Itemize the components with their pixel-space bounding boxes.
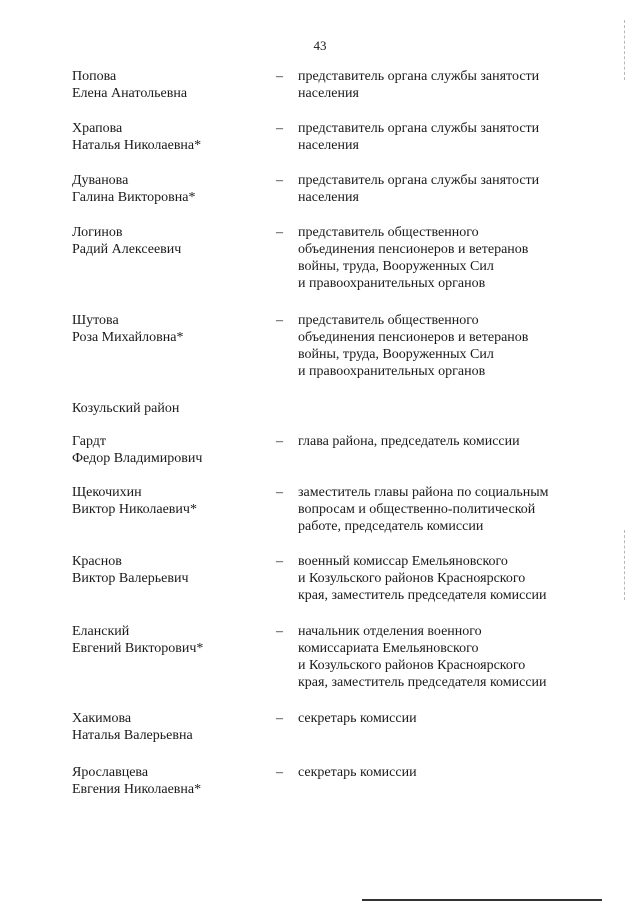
scan-artifact-mark (624, 20, 625, 80)
section-heading-district: Козульский район (72, 401, 180, 416)
dash-separator: – (276, 434, 283, 449)
member-surname: Гардт (72, 434, 107, 449)
role-line: начальник отделения военного (298, 624, 482, 639)
role-line: края, заместитель председателя комиссии (298, 588, 547, 603)
member-surname: Шутова (72, 313, 119, 328)
role-line: представитель общественного (298, 225, 479, 240)
member-name (72, 120, 262, 154)
member-role (298, 433, 598, 450)
member-given-names: Виктор Валерьевич (72, 571, 189, 586)
member-role (298, 623, 598, 691)
role-line: и Козульского районов Красноярского (298, 658, 526, 673)
dash-separator: – (276, 69, 283, 84)
dash-separator: – (276, 624, 283, 639)
member-given-names: Виктор Николаевич* (72, 502, 197, 517)
member-name (72, 224, 262, 258)
role-line: военный комиссар Емельяновского (298, 554, 508, 569)
dash-separator: – (276, 711, 283, 726)
member-role (298, 710, 598, 727)
dash-separator: – (276, 485, 283, 500)
dash-separator: – (276, 554, 283, 569)
member-surname: Краснов (72, 554, 122, 569)
role-line: представитель органа службы занятости (298, 121, 540, 136)
role-line: и правоохранительных органов (298, 276, 486, 291)
scan-artifact-mark (624, 530, 625, 600)
role-line: населения (298, 138, 359, 153)
role-line: объединения пенсионеров и ветеранов (298, 242, 529, 257)
role-line: представитель органа службы занятости (298, 173, 540, 188)
member-role (298, 484, 598, 535)
member-given-names: Наталья Валерьевна (72, 728, 193, 743)
role-line: и правоохранительных органов (298, 364, 486, 379)
role-line: объединения пенсионеров и ветеранов (298, 330, 529, 345)
member-surname: Храпова (72, 121, 123, 136)
member-surname: Попова (72, 69, 117, 84)
dash-separator: – (276, 121, 283, 136)
member-name (72, 68, 262, 102)
member-surname: Дуванова (72, 173, 129, 188)
member-name (72, 764, 262, 798)
role-line: секретарь комиссии (298, 765, 417, 780)
member-given-names: Наталья Николаевна* (72, 138, 202, 153)
member-given-names: Роза Михайловна* (72, 330, 184, 345)
role-line: края, заместитель председателя комиссии (298, 675, 547, 690)
role-line: вопросам и общественно-политической (298, 502, 536, 517)
role-line: и Козульского районов Красноярского (298, 571, 526, 586)
dash-separator: – (276, 173, 283, 188)
role-line: работе, председатель комиссии (298, 519, 484, 534)
member-given-names: Евгений Викторович* (72, 641, 204, 656)
member-role (298, 553, 598, 604)
member-name (72, 553, 262, 587)
member-name (72, 484, 262, 518)
member-surname: Хакимова (72, 711, 132, 726)
member-name (72, 312, 262, 346)
member-given-names: Федор Владимирович (72, 451, 203, 466)
member-name (72, 710, 262, 744)
member-surname: Ярославцева (72, 765, 149, 780)
role-line: войны, труда, Вооруженных Сил (298, 259, 494, 274)
page-number: 43 (313, 38, 327, 53)
member-surname: Щекочихин (72, 485, 142, 500)
member-given-names: Галина Викторовна* (72, 190, 196, 205)
role-line: глава района, председатель комиссии (298, 434, 520, 449)
role-line: заместитель главы района по социальным (298, 485, 549, 500)
member-surname: Еланский (72, 624, 130, 639)
footer-rule (362, 899, 602, 901)
member-surname: Логинов (72, 225, 123, 240)
member-given-names: Елена Анатольевна (72, 86, 188, 101)
member-name (72, 172, 262, 206)
member-given-names: Евгения Николаевна* (72, 782, 202, 797)
member-name (72, 623, 262, 657)
member-role (298, 120, 598, 154)
member-role (298, 312, 598, 380)
member-given-names: Радий Алексеевич (72, 242, 182, 257)
member-role (298, 172, 598, 206)
dash-separator: – (276, 225, 283, 240)
member-role (298, 224, 598, 292)
role-line: представитель общественного (298, 313, 479, 328)
role-line: представитель органа службы занятости (298, 69, 540, 84)
role-line: населения (298, 86, 359, 101)
member-name (72, 433, 262, 467)
dash-separator: – (276, 313, 283, 328)
role-line: секретарь комиссии (298, 711, 417, 726)
member-role (298, 764, 598, 781)
role-line: населения (298, 190, 359, 205)
role-line: комиссариата Емельяновского (298, 641, 479, 656)
role-line: войны, труда, Вооруженных Сил (298, 347, 494, 362)
member-role (298, 68, 598, 102)
dash-separator: – (276, 765, 283, 780)
